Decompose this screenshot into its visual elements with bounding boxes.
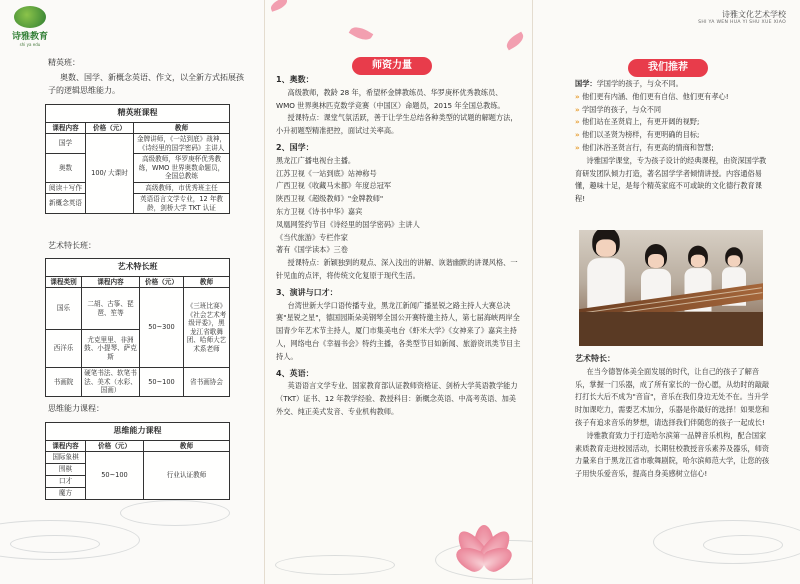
elite-course-table [45, 104, 230, 214]
course-cell: 国际象棋 [46, 452, 86, 464]
course-cell: 围棋 [46, 464, 86, 476]
table-header: 课程内容 [46, 440, 86, 452]
guoxue-credit: 广西卫视《收藏马未都》年度总冠军 [276, 181, 392, 191]
table-row [46, 368, 230, 397]
guoxue-course-description: 诗雅国学课堂，专为孩子设计的经典课程，由资深国学教育研发团队倾力打造，著名国学学者倾情讲授。内容通俗易懂，趣味十足，是每个精英家庭不可或缺的文化德行教育课程! [575, 155, 767, 204]
guoxue-credit: 著有《国学读本》三卷 [276, 245, 348, 255]
table-row [46, 134, 230, 154]
faculty-content [276, 74, 521, 419]
table-row [46, 288, 230, 330]
section-title-math: 1、奥数： [276, 75, 314, 84]
art-label: 艺术特长班： [48, 241, 96, 250]
content-cell: 硬笔书法、软笔书法、美术（水彩、国画） [82, 368, 140, 397]
chevron-right-icon: » [575, 104, 580, 114]
bullet-text: 他们站在圣贤肩上，有更开阔的视野; [581, 117, 700, 127]
guoxue-teaching-style: 授课特点：新颖独到的观点、深入浅出的讲解、诙谐幽默的讲课风格、一针见血的点评，将传统文化复原于现代生活。 [276, 258, 518, 280]
petal-decoration [269, 0, 289, 12]
art-paragraph: 诗雅教育致力于打造哈尔滨第一品牌音乐机构，配合国家素质教育走进校园活动，长期驻校教授音乐素养及器乐，师资力量来自于黑龙江省市歌舞剧院，哈尔滨师范大学，让您的孩子用快乐爱音乐，提高自身美感树立信心! [575, 430, 770, 479]
table-row [46, 452, 230, 464]
bullet-text: 他们沐浴圣贤言行，有更高的情商和智慧; [581, 142, 714, 152]
bullet-text: 学国学的孩子，与众不同 [581, 104, 662, 114]
chevron-right-icon: » [575, 142, 580, 152]
list-item [575, 116, 770, 129]
teacher-cell: 行业认证教师 [144, 452, 230, 500]
section-title-english: 4、英语： [276, 368, 314, 378]
table-header: 教师 [144, 440, 230, 452]
price-cell: 50~100 [86, 452, 144, 500]
students-playing-guzheng-photo [579, 230, 763, 346]
teacher-cell: 英语语言文学专业，12 年教龄，剑桥大学 TKT 认证 [134, 194, 230, 214]
list-item [575, 104, 770, 117]
water-ripple [10, 535, 100, 553]
school-name-en: SHI YA WEN HUA YI SHU XUE XIAO [698, 20, 786, 25]
guoxue-credit: 黑龙江广播电视台主播。 [276, 155, 356, 165]
speech-teacher-bio: 台湾世新大学口语传播专业，黑龙江新闻广播星锐之路主持人大赛总决赛"星锐之星"，德国园斯朵美钢琴全国公开赛特邀主持人，第七届海峡两岸全国青少年艺术节主持人，厦门市集美电台《虾米大学》《女神来了》嘉宾主持人，网络电台《幸福书会》特约主播，各类型节目如新闻、旅游资讯类节目主持人。 [276, 300, 521, 361]
list-item [575, 129, 770, 142]
teacher-cell: 高级教师，市优秀班主任 [134, 182, 230, 194]
price-cell: 100/ 大课时 [86, 134, 134, 214]
art-label: 艺术特长： [575, 354, 615, 363]
logo-subtext: shi ya edu [19, 42, 41, 47]
petal-decoration [349, 23, 374, 44]
petal-decoration [504, 32, 526, 51]
water-ripple [120, 500, 230, 526]
table-header: 价格（元） [86, 440, 144, 452]
course-cell: 奥数 [46, 154, 86, 183]
guoxue-credit: 江苏卫视《一站到底》站神称号 [276, 168, 377, 178]
thinking-course-table [45, 422, 230, 500]
content-cell: 尤克里里、非洲鼓、小提琴、萨克斯 [82, 330, 140, 368]
guoxue-credit: 凤凰网签约节目《诗经里的国学密码》主讲人 [276, 219, 420, 229]
course-cell: 新概念英语 [46, 194, 86, 214]
course-cell: 国学 [46, 134, 86, 154]
guoxue-credit: 《当代旅游》专栏作家 [276, 232, 348, 242]
english-teacher-bio: 英语语言文学专业、国家教育部认证教师资格证、剑桥大学英语教学能力（TKT）证书、12 年教学经验、教授科目：新概念英语、中高考英语、加美外交、纯正美式发音、专业机构教师。 [276, 381, 518, 416]
elite-description: 奥数、国学、新概念英语、作文，以全新方式拓展孩子的逻辑思维能力。 [48, 73, 244, 95]
category-cell: 西洋乐 [46, 330, 82, 368]
category-cell: 书画院 [46, 368, 82, 397]
list-item [575, 91, 770, 104]
water-ripple [275, 555, 395, 575]
brand-logo [10, 6, 50, 47]
recommend-banner: 我们推荐 [628, 59, 708, 77]
bullet-text: 他们更有内涵、他们更有自信、他们更有孝心! [581, 91, 729, 101]
content-cell: 二胡、古筝、琵琶、笙等 [82, 288, 140, 330]
table-row [46, 182, 230, 194]
chevron-right-icon: » [575, 130, 580, 140]
elite-label: 精英班： [48, 58, 80, 67]
water-ripple [703, 535, 783, 555]
table-header: 价格（元） [140, 276, 184, 288]
list-item [575, 142, 770, 155]
art-course-table [45, 258, 230, 397]
table-caption: 艺术特长班 [46, 259, 230, 277]
price-cell: 50~300 [140, 288, 184, 368]
table-header: 课程内容 [82, 276, 140, 288]
leaf-logo-icon [14, 6, 46, 28]
table-row [46, 154, 230, 183]
logo-text: 诗雅教育 [11, 32, 48, 42]
school-name-cn: 诗雅文化艺术学校 [722, 10, 786, 19]
teacher-cell: 高级教师，华罗庚杯优秀教练，WMO 世界奥数命题员，全国总教练 [134, 154, 230, 183]
art-content [575, 353, 770, 481]
section-title-guoxue: 2、国学： [276, 142, 314, 152]
table-row [46, 194, 230, 214]
table-caption: 思维能力课程 [46, 423, 230, 441]
table-header: 课程类别 [46, 276, 82, 288]
table-header: 课程内容 [46, 122, 86, 134]
course-cell: 口才 [46, 476, 86, 488]
teacher-cell: 金牌讲师，《一站到底》战神，《诗经里的国学密码》主讲人 [134, 134, 230, 154]
bullet-text: 他们以圣贤为榜样，有更明确的目标; [581, 130, 700, 140]
teacher-cell: 省书画协会 [184, 368, 230, 397]
math-teacher-bio: 高级教师，教龄 28 年，希望杯金牌教练员、华罗庚杯优秀教练员、WMO 世界奥林匹克数学竞赛（中国区）命题员，2015 年全国总教练。 [276, 87, 505, 110]
thinking-label: 思维能力课程： [48, 404, 104, 413]
lotus-flower-decoration [452, 515, 516, 565]
table-header: 教师 [184, 276, 230, 288]
guoxue-intro: 学国学的孩子，与众不同。 [596, 79, 683, 88]
table-header: 价格（元） [86, 122, 134, 134]
course-cell: 阅读＋写作 [46, 182, 86, 194]
art-paragraph: 在当今德智体美全面发展的时代，让自己的孩子了解音乐，掌握一门乐器，成了所有家长的一份心愿，从幼时的敲敲打打长大后不成为"音盲"，音乐在我们身边无处不在。当升学时加课吃力，需要艺术加分，乐器是你最好的选择！如果您和孩子有追求音乐的梦想，请选择我们伴随您的孩子一起成长! [575, 366, 770, 427]
table-header: 教师 [134, 122, 230, 134]
guoxue-label: 国学： [575, 79, 597, 88]
faculty-banner: 师资力量 [352, 57, 432, 75]
guoxue-credit: 东方卫视《诗书中华》嘉宾 [276, 206, 363, 216]
school-name [698, 9, 786, 25]
course-cell: 魔方 [46, 488, 86, 500]
price-cell: 50~100 [140, 368, 184, 397]
table-caption: 精英班课程 [46, 105, 230, 123]
chevron-right-icon: » [575, 117, 580, 127]
math-teaching-style: 授课特点：课堂气氛活跃，善于让学生总结各种类型的试题的解题方法，小升初题型精准把控，面试过关率高。 [276, 113, 518, 136]
guoxue-credit: 陕西卫视《超级教师》"金牌教师" [276, 194, 384, 204]
category-cell: 国乐 [46, 288, 82, 330]
chevron-right-icon: » [575, 91, 580, 101]
teacher-cell: 《三班比赛》《社会艺术考级评委》，黑龙江省歌舞团、哈师大艺术系老师 [184, 288, 230, 368]
section-title-speech: 3、演讲与口才： [276, 287, 338, 297]
recommend-content [575, 78, 770, 206]
